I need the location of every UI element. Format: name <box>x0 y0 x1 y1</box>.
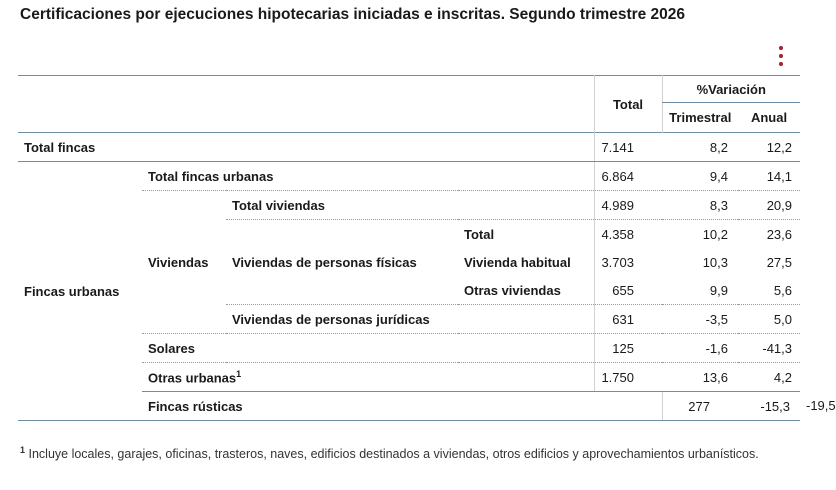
row-label: Total fincas urbanas <box>142 162 594 191</box>
header-total: Total <box>594 76 662 133</box>
footnote-number: 1 <box>20 445 26 455</box>
footnote-marker[interactable]: 1 <box>236 368 242 379</box>
row-label: Total <box>464 226 495 242</box>
cell-trimestral: 10,2 <box>702 226 728 242</box>
cell-trimestral: 8,3 <box>662 191 738 220</box>
cell-total: 1.750 <box>594 363 662 392</box>
row-label: Otras viviendas <box>458 276 594 305</box>
header-trimestral: Trimestral <box>662 103 738 133</box>
cell-anual: 12,2 <box>738 133 800 162</box>
cell-total: 277 <box>662 392 738 421</box>
data-table <box>18 75 836 421</box>
cell-total: 125 <box>594 334 662 363</box>
cell-trimestral: -15,3 <box>738 392 800 421</box>
table-row <box>18 133 800 162</box>
cell-trimestral: 13,6 <box>662 363 738 392</box>
row-label: Vivienda habitual <box>464 254 571 270</box>
group-label-viviendas: Viviendas <box>142 191 226 334</box>
header-blank <box>18 76 594 133</box>
footnote-text: Incluye locales, garajes, oficinas, trasteros, naves, edificios destinados a viviendas, otros edificios y aprovechamientos urbanísticos. <box>25 447 759 462</box>
cell-anual: 5,6 <box>738 276 800 305</box>
row-label-text: Otras urbanas <box>148 370 237 386</box>
cell-total: 655 <box>594 276 662 305</box>
row-label: Total fincas <box>18 133 594 162</box>
cell-total: 6.864 <box>594 162 662 191</box>
group-label-fincas-urbanas: Fincas urbanas <box>18 162 142 421</box>
cell-trimestral: -1,6 <box>662 334 738 363</box>
cell-total: 4.989 <box>594 191 662 220</box>
vertical-dots-icon[interactable] <box>776 46 786 66</box>
cell-anual: 27,5 <box>766 254 792 270</box>
group-label-personas-fisicas: Viviendas de personas físicas <box>226 220 458 305</box>
row-label: Viviendas de personas jurídicas <box>226 305 594 334</box>
page-title: Certificaciones por ejecuciones hipotecarias iniciadas e inscritas. Segundo trimestre 2026 <box>20 6 686 23</box>
row-label: Fincas rústicas <box>142 392 662 421</box>
footnote <box>20 440 760 465</box>
cell-total: 3.703 <box>594 248 662 276</box>
cell-trimestral: 9,4 <box>662 162 738 191</box>
cell-total: 4.358 <box>594 220 662 249</box>
cell-anual: 5,0 <box>738 305 800 334</box>
cell-trimestral: 10,3 <box>702 254 728 270</box>
cell-anual: 4,2 <box>738 363 800 392</box>
header-variacion: %Variación <box>662 76 800 103</box>
cell-anual: 23,6 <box>766 226 792 242</box>
table-row <box>18 162 800 191</box>
row-label <box>142 363 594 392</box>
cell-anual: -41,3 <box>738 334 800 363</box>
table-row: Fincas rústicas 277 -15,3 -19,5 <box>18 392 800 421</box>
row-label: Solares <box>142 334 594 363</box>
cell-trimestral: 9,9 <box>662 276 738 305</box>
cell-anual: 14,1 <box>738 162 800 191</box>
header-anual: Anual <box>750 110 788 125</box>
cell-total: 631 <box>594 305 662 334</box>
cell-trimestral: 8,2 <box>662 133 738 162</box>
cell-trimestral: -3,5 <box>662 305 738 334</box>
cell-total: 7.141 <box>594 133 662 162</box>
cell-anual: 20,9 <box>738 191 800 220</box>
row-label: Total viviendas <box>226 191 594 220</box>
